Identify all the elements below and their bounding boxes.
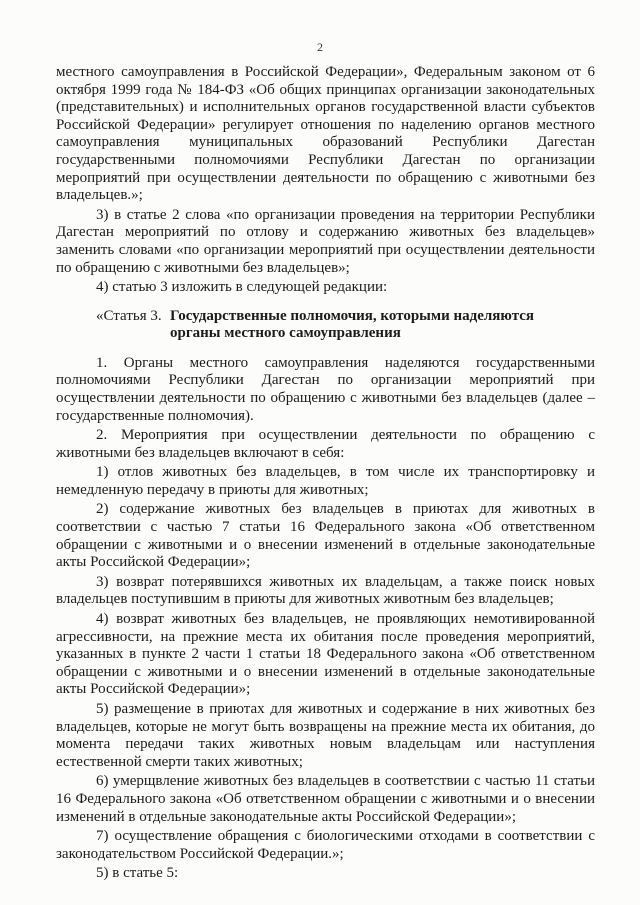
paragraph: 2. Мероприятия при осуществлении деятельности по обращению с животными без владельцев включают в себя: <box>56 427 595 461</box>
list-item: 3) возврат потерявшихся животных их владельцам, а также поиск новых владельцев поступившим в приюты для животных животным без владельцев; <box>56 573 595 608</box>
document-body <box>56 64 595 883</box>
list-item: 5) размещение в приютах для животных и содержание в них животных без владельцев, которые не могут быть возвращены на прежние места их обитания, до момента передачи таких животных новым владельцам или наступления естественной смерти таких животных; <box>56 701 595 770</box>
paragraph: 5) в статье 5: <box>96 865 179 882</box>
list-item: 6) умерщвление животных без владельцев в соответствии с частью 11 статьи 16 Федерального закона «Об ответственном обращении с животными и о внесении изменений в отдельные законодательные акты Российской Федерации»; <box>56 773 595 825</box>
paragraph: местного самоуправления в Российской Федерации», Федеральным законом от 6 октября 1999 года № 184-ФЗ «Об общих принципах организации законодательных (представительных) и исполнительных органов государственной власти субъектов Российской Федерации» регулирует отношения по наделению органов местного самоуправления муниципальных образований Республики Дагестан государственными полномочиями Республики Дагестан по организации мероприятий при осуществлении деятельности по обращению с животными без владельцев.»; <box>56 64 595 204</box>
article-number: «Статья 3. <box>96 307 162 324</box>
article-title-line: органы местного самоуправления <box>170 324 401 341</box>
list-item: 4) возврат животных без владельцев, не проявляющих немотивированной агрессивности, на прежние места их обитания после проведения мероприятий, указанных в пункте 2 части 1 статьи 18 Федерального закона «Об ответственном обращении с животными и о внесении изменений в отдельные законодательные акты Российской Федерации»; <box>56 611 595 698</box>
list-item: 7) осуществление обращения с биологическими отходами в соответствии с законодательством Российской Федерации.»; <box>56 828 595 862</box>
list-item: 2) содержание животных без владельцев в приютах для животных в соответствии с частью 7 статьи 16 Федерального закона «Об ответственном обращении с животными и о внесении изменений в отдельные законодательные акты Российской Федерации»; <box>56 501 595 571</box>
page-number: 2 <box>317 40 323 54</box>
article-heading <box>56 308 595 344</box>
list-item: 1) отлов животных без владельцев, в том числе их транспортировку и немедленную передачу в приюты для животных; <box>56 464 595 498</box>
paragraph: 1. Органы местного самоуправления наделяются государственными полномочиями Республики Дагестан по организации мероприятий при осуществлении деятельности по обращению с животными без владельцев (далее – государственные полномочия). <box>56 354 595 424</box>
article-title-line: Государственные полномочия, которыми наделяются <box>170 307 535 324</box>
article-title <box>170 308 570 342</box>
paragraph: 4) статью 3 изложить в следующей редакции: <box>96 279 388 296</box>
paragraph: 3) в статье 2 слова «по организации проведения на территории Республики Дагестан мероприятий по отлову и содержанию животных без владельцев» заменить словами «по организации мероприятий при осуществлении деятельности по обращению с животными без владельцев»; <box>56 206 595 276</box>
